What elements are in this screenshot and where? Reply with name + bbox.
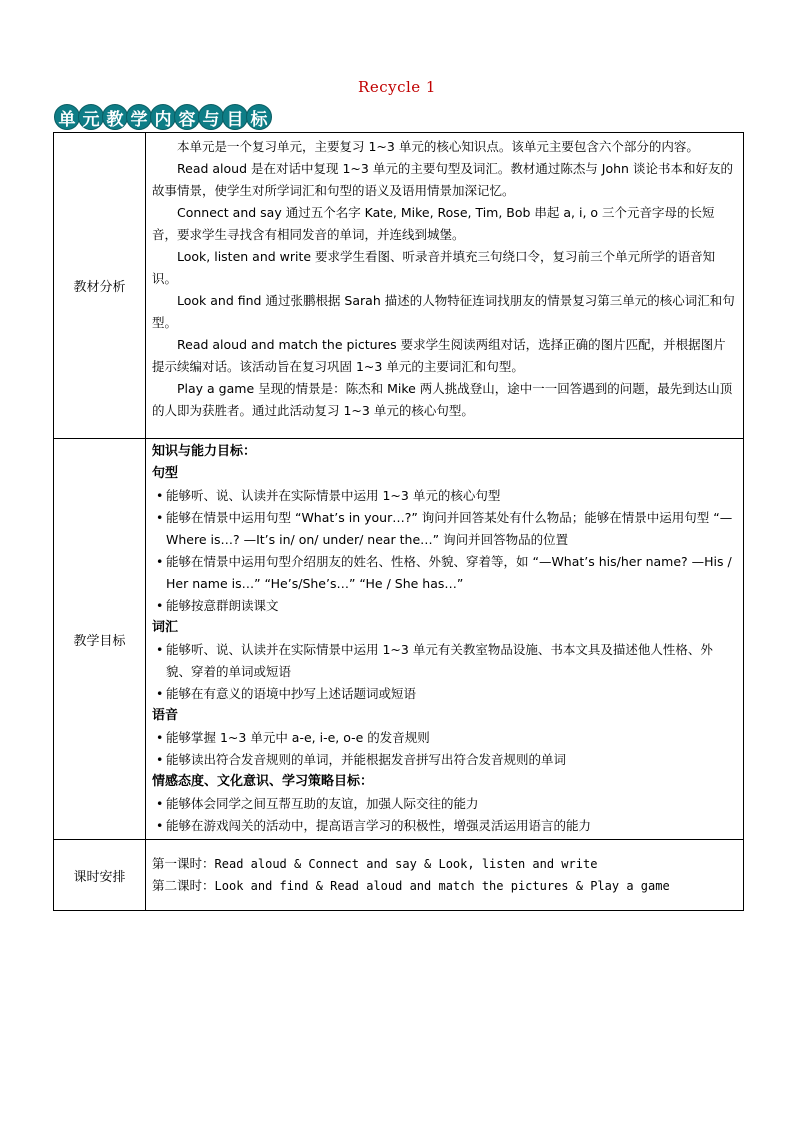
- goal-item: • 能够在情景中运用句型介绍朋友的姓名、性格、外貌、穿着等，如 “—What’s his/her name? —His / Her name is…” “He’s/She’s…” “He / She has…”: [152, 551, 737, 595]
- lesson-2-text: Look and find & Read aloud and match the pictures & Play a game: [214, 879, 670, 893]
- banner-char: 教: [102, 104, 128, 130]
- analysis-label: 教材分析: [54, 133, 146, 439]
- analysis-content: [146, 133, 744, 439]
- section-banner: [54, 104, 270, 130]
- schedule-row: [54, 840, 744, 911]
- analysis-paragraph: Read aloud 是在对话中复现 1~3 单元的主要句型及词汇。教材通过陈杰与 John 谈论书本和好友的故事情景，使学生对所学词汇和句型的语义及语用情景加深记忆。: [152, 161, 733, 198]
- goal-item: • 能够听、说、认读并在实际情景中运用 1~3 单元的核心句型: [152, 485, 737, 507]
- banner-char: 标: [246, 104, 272, 130]
- goal-item: • 能够在有意义的语境中抄写上述话题词或短语: [152, 683, 737, 705]
- sentence-heading: 句型: [152, 466, 179, 481]
- banner-char: 内: [150, 104, 176, 130]
- banner-char: 单: [54, 104, 80, 130]
- knowledge-heading: 知识与能力目标：: [152, 444, 257, 459]
- goal-item: • 能够读出符合发音规则的单词，并能根据发音拼写出符合发音规则的单词: [152, 749, 737, 771]
- lesson-1: [152, 853, 737, 875]
- goal-item: • 能够听、说、认读并在实际情景中运用 1~3 单元有关教室物品设施、书本文具及描述他人性格、外貌、穿着的单词或短语: [152, 639, 737, 683]
- banner-char: 容: [174, 104, 200, 130]
- goal-item: • 能够在情景中运用句型 “What’s in your…?” 询问并回答某处有什么物品；能够在情景中运用句型 “—Where is…? —It’s in/ on/ under/ near the…” 询问并回答物品的位置: [152, 507, 737, 551]
- lesson-plan-table: [53, 132, 744, 911]
- goal-item: • 能够体会同学之间互帮互助的友谊，加强人际交往的能力: [152, 793, 737, 815]
- analysis-paragraph: Look, listen and write 要求学生看图、听录音并填充三句绕口令，复习前三个单元所学的语音知识。: [152, 249, 716, 286]
- banner-char: 与: [198, 104, 224, 130]
- document-title: Recycle 1: [358, 78, 436, 96]
- analysis-paragraph: Connect and say 通过五个名字 Kate, Mike, Rose, Tim, Bob 串起 a, i, o 三个元音字母的长短音，要求学生寻找含有相同发音的单词，并连线到城堡。: [152, 205, 715, 242]
- analysis-paragraph: Read aloud and match the pictures 要求学生阅读两组对话，选择正确的图片匹配，并根据图片提示续编对话。该活动旨在复习巩固 1~3 单元的主要词汇和句型。: [152, 337, 726, 374]
- goals-label: 教学目标: [54, 439, 146, 840]
- affect-heading: 情感态度、文化意识、学习策略目标：: [152, 774, 374, 789]
- goals-content: [146, 439, 744, 840]
- lesson-2-prefix: 第二课时：: [152, 878, 215, 893]
- goals-row: [54, 439, 744, 840]
- schedule-content: [146, 840, 744, 911]
- analysis-row: [54, 133, 744, 439]
- schedule-label: 课时安排: [54, 840, 146, 911]
- lesson-2: [152, 875, 737, 897]
- analysis-paragraph: Look and find 通过张鹏根据 Sarah 描述的人物特征连词找朋友的情景复习第三单元的核心词汇和句型。: [152, 293, 735, 330]
- lesson-1-text: Read aloud & Connect and say & Look, listen and write: [214, 857, 598, 871]
- vocab-heading: 词汇: [152, 620, 179, 635]
- goal-item: • 能够按意群朗读课文: [152, 595, 737, 617]
- goal-item: • 能够掌握 1~3 单元中 a-e, i-e, o-e 的发音规则: [152, 727, 737, 749]
- lesson-1-prefix: 第一课时：: [152, 856, 215, 871]
- analysis-paragraph: Play a game 呈现的情景是：陈杰和 Mike 两人挑战登山，途中一一回答遇到的问题，最先到达山顶的人即为获胜者。通过此活动复习 1~3 单元的核心句型。: [152, 381, 733, 418]
- banner-char: 学: [126, 104, 152, 130]
- analysis-paragraph: 本单元是一个复习单元，主要复习 1~3 单元的核心知识点。该单元主要包含六个部分的内容。: [177, 139, 699, 154]
- banner-char: 目: [222, 104, 248, 130]
- goal-item: • 能够在游戏闯关的活动中，提高语言学习的积极性，增强灵活运用语言的能力: [152, 815, 737, 837]
- phonics-heading: 语音: [152, 708, 179, 723]
- banner-char: 元: [78, 104, 104, 130]
